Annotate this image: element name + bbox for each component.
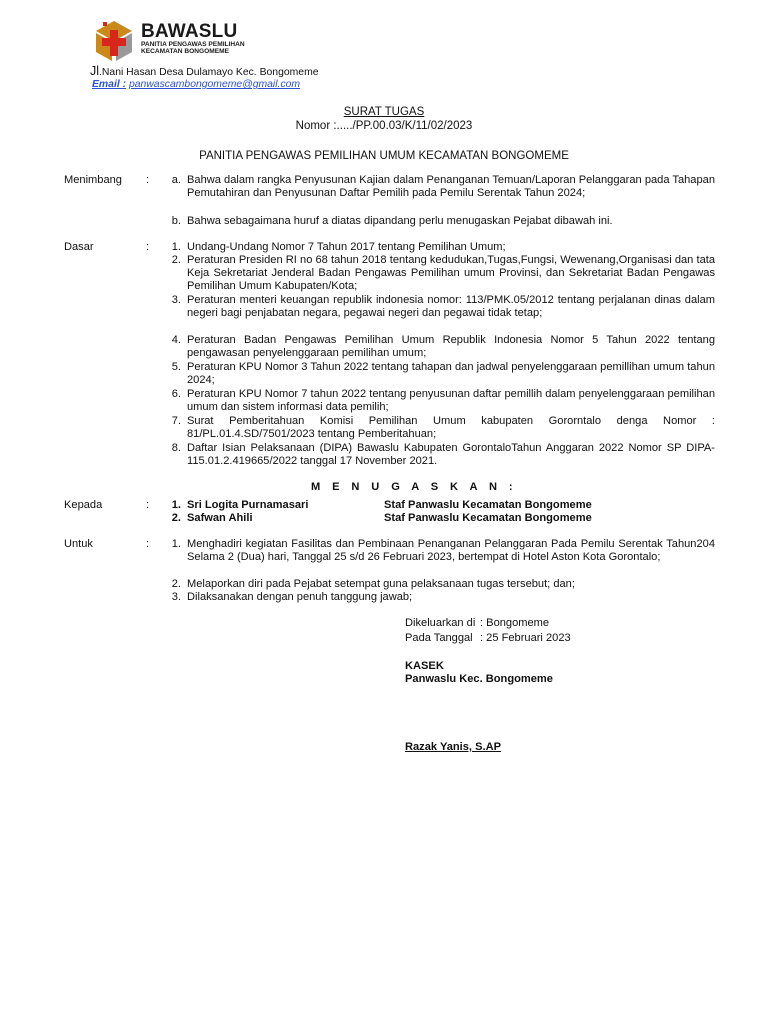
dasar-item-number: 1.: [171, 241, 181, 253]
menimbang-label: Menimbang: [64, 174, 122, 186]
issued-at-label: Dikeluarkan di: [405, 617, 476, 629]
kepada-person-number: 2.: [171, 512, 181, 524]
dasar-colon: :: [146, 241, 150, 253]
document-title: SURAT TUGAS: [343, 106, 425, 118]
menimbang-item-text: Bahwa dalam rangka Penyusunan Kajian dalam Penanganan Temuan/Laporan Pelanggaran pada Tahapan Pemutahiran dan Penyusunan Daftar Pemilih pada Pemilu Serentak Tahun 2024;: [187, 174, 715, 199]
untuk-item-text: Menghadiri kegiatan Fasilitas dan Pembinaan Penanganan Pelanggaran Pada Pemilu Serentak Tahun204 Selama 2 (Dua) hari, Tanggal 25 s/d 26 Februari 2023, bertempat di Hotel Aston Kota Gorontalo;: [187, 538, 715, 563]
kepada-colon: :: [146, 499, 150, 511]
kepada-person-number: 1.: [171, 499, 181, 511]
document-heading: PANITIA PENGAWAS PEMILIHAN UMUM KECAMATAN BONGOMEME: [199, 150, 569, 162]
email-line: [92, 78, 300, 91]
dasar-item-text: Surat Pemberitahuan Komisi Pemilihan Umum kabupaten Gororntalo denga Nomor : 81/PL.01.4.SD/7501/2023 tentang Pemberitahuan;: [187, 415, 715, 440]
dasar-item-number: 3.: [171, 294, 181, 306]
dasar-item-text: Peraturan Presiden RI no 68 tahun 2018 tentang kedudukan,Tugas,Fungsi, Wewenang,Organisasi dan tata Keja Sekretariat Jenderal Badan Pengawas Pemilihan umum Provinsi, dan Sekretariat Badan Pengawas Pemilihan Umum Kabupaten/Kota;: [187, 254, 715, 292]
email-label: Email :: [92, 79, 127, 90]
brand-subtitle-2: KECAMATAN BONGOMEME: [141, 48, 230, 55]
brand-subtitle-1: PANITIA PENGAWAS PEMILIHAN: [141, 41, 245, 48]
kepada-person-role: Staf Panwaslu Kecamatan Bongomeme: [384, 512, 592, 524]
kepada-person-role: Staf Panwaslu Kecamatan Bongomeme: [384, 499, 592, 511]
issued-at-value: : Bongomeme: [480, 617, 550, 629]
address-text: .Nani Hasan Desa Dulamayo Kec. Bongomeme: [99, 67, 319, 78]
untuk-item-number: 2.: [171, 578, 181, 590]
menimbang-colon: :: [146, 174, 150, 186]
dasar-item-text: Peraturan menteri keuangan republik indonesia nomor: 113/PMK.05/2012 tentang perjalanan dinas dalam negeri bagi penjabatan negara, pegawai negeri dan pegawai tidak tetap;: [187, 294, 715, 319]
kepada-label: Kepada: [64, 499, 103, 511]
menimbang-item-number: b.: [171, 215, 181, 227]
dasar-item-text: Daftar Isian Pelaksanaan (DIPA) Bawaslu Kabupaten GorontaloTahun Anggaran 2022 Nomor SP DIPA-115.01.2.419665/2022 tanggal 17 November 2021.: [187, 442, 715, 467]
dasar-item-number: 2.: [171, 254, 181, 266]
office-address: [90, 65, 319, 79]
kepada-person-name: Sri Logita Purnamasari: [187, 499, 309, 511]
dasar-item-text: Undang-Undang Nomor 7 Tahun 2017 tentang Pemilihan Umum;: [187, 241, 506, 253]
menugaskan-heading: M E N U G A S K A N :: [311, 481, 518, 493]
email-link[interactable]: panwascambongomeme@gmail.com: [128, 79, 301, 90]
date-label: Pada Tanggal: [405, 632, 473, 644]
dasar-item-text: Peraturan KPU Nomor 7 tahun 2022 tentang penyusunan daftar pemillih dalam penyelenggaraan pemilihan umum dan sistem informasi data pemilih;: [187, 388, 715, 413]
brand-name: BAWASLU: [141, 21, 238, 42]
untuk-label: Untuk: [64, 538, 93, 550]
signatory-office: KASEK: [405, 660, 444, 672]
dasar-item-number: 6.: [171, 388, 181, 400]
dasar-item-number: 7.: [171, 415, 181, 427]
dasar-item-number: 4.: [171, 334, 181, 346]
address-prefix: Jl: [90, 64, 100, 78]
untuk-item-text: Melaporkan diri pada Pejabat setempat guna pelaksanaan tugas tersebut; dan;: [187, 578, 575, 590]
dasar-item-number: 8.: [171, 442, 181, 454]
date-value: : 25 Februari 2023: [480, 632, 571, 644]
untuk-item-number: 3.: [171, 591, 181, 603]
menimbang-item-text: Bahwa sebagaimana huruf a diatas dipandang perlu menugaskan Pejabat dibawah ini.: [187, 215, 613, 227]
kepada-person-name: Safwan Ahili: [187, 512, 253, 524]
menimbang-item-number: a.: [171, 174, 181, 186]
signatory-name: Razak Yanis, S.AP: [405, 741, 501, 753]
dasar-item-number: 5.: [171, 361, 181, 373]
signatory-organization: Panwaslu Kec. Bongomeme: [405, 673, 553, 685]
untuk-item-text: Dilaksanakan dengan penuh tanggung jawab;: [187, 591, 413, 603]
untuk-colon: :: [146, 538, 150, 550]
dasar-item-text: Peraturan KPU Nomor 3 Tahun 2022 tentang tahapan dan jadwal penyelenggaraan pemillihan umum tahun 2024;: [187, 361, 715, 386]
dasar-label: Dasar: [64, 241, 94, 253]
bawaslu-logo-icon: [92, 19, 136, 63]
document-number: Nomor :...../PP.00.03/K/11/02/2023: [295, 120, 473, 132]
dasar-item-text: Peraturan Badan Pengawas Pemilihan Umum Republik Indonesia Nomor 5 Tahun 2022 tentang pengawasan penyelenggaraan pemilihan umum;: [187, 334, 715, 359]
untuk-item-number: 1.: [171, 538, 181, 550]
